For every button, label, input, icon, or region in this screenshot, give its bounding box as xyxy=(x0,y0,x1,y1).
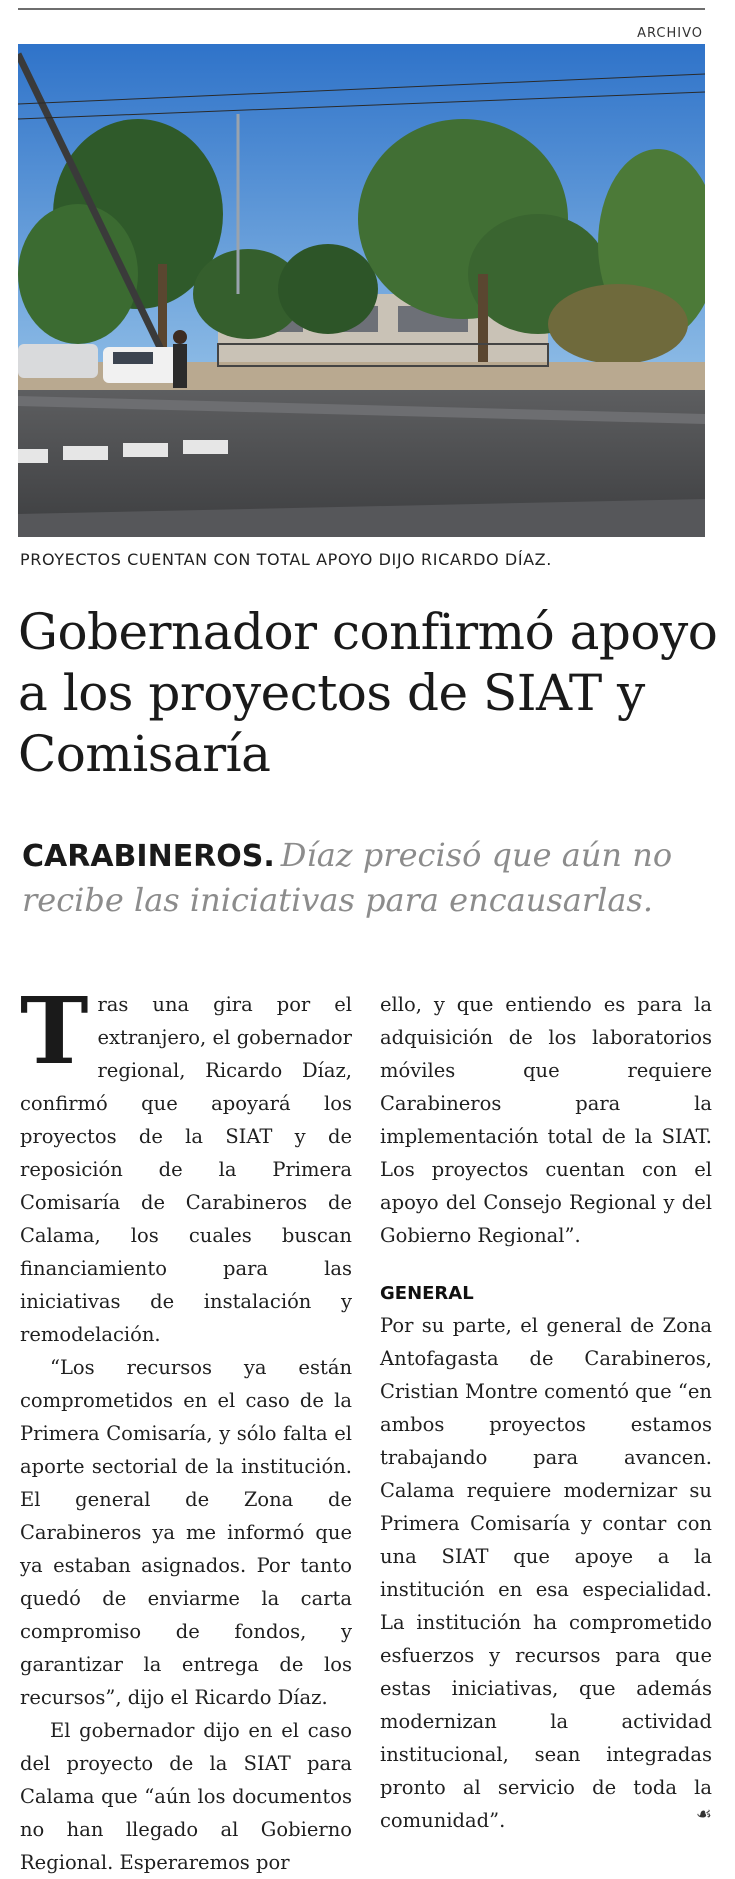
subhead: GENERAL xyxy=(380,1283,474,1304)
photo-credit: ARCHIVO xyxy=(637,26,703,41)
top-rule xyxy=(18,8,705,10)
body-paragraph xyxy=(20,977,352,1351)
photo-caption: PROYECTOS CUENTAN CON TOTAL APOYO DIJO RICARDO DÍAZ. xyxy=(20,550,552,569)
paragraph-5-text: Por su parte, el general de Zona Antofagasta de Carabineros, Cristian Montre comentó que “en ambos proyectos estamos trabajando para avancen. Calama requiere modernizar su Primera Comisaría y contar con una SIAT que apoye a la institución en esa especialidad. La institución ha comprometido esfuerzos y recursos para que estas iniciativas, que además modernizan la actividad institucional, sean integradas pronto al servicio de toda la comunidad”. xyxy=(380,1314,712,1832)
body-paragraph xyxy=(380,1309,712,1837)
deck xyxy=(22,833,722,923)
article-photo xyxy=(18,44,705,537)
deck-text: Díaz precisó que aún no recibe las iniciativas para encausarlas. xyxy=(22,836,673,919)
drop-cap: T xyxy=(20,977,89,1085)
body-paragraph: El gobernador dijo en el caso del proyecto de la SIAT para Calama que “aún los documentos no han llegado al Gobierno Regional. Esperaremos por xyxy=(20,1719,352,1874)
body-column-left xyxy=(20,977,352,1879)
body-paragraph: ello, y que entiendo es para la adquisición de los laboratorios móviles que requiere Carabineros para la implementación total de la SIAT. Los proyectos cuentan con el apoyo del Consejo Regional y del Gobierno Regional”. xyxy=(380,993,712,1247)
end-mark-icon: ☙ xyxy=(695,1804,712,1825)
kicker: CARABINEROS. xyxy=(22,839,275,874)
body-paragraph: “Los recursos ya están comprometidos en el caso de la Primera Comisaría, y sólo falta el aporte sectorial de la institución. El general de Zona de Carabineros ya me informó que ya estaban asignados. Por tanto quedó de enviarme la carta compromiso de fondos, y garantizar la entrega de los recursos”, dijo el Ricardo Díaz. xyxy=(20,1356,352,1709)
headline: Gobernador confirmó apoyo a los proyectos de SIAT y Comisaría xyxy=(18,603,718,783)
body-column-right xyxy=(380,988,712,1837)
paragraph-1-text: ras una gira por el extranjero, el gobernador regional, Ricardo Díaz, confirmó que apoyará los proyectos de la SIAT y de reposición de la Primera Comisaría de Carabineros de Calama, los cuales buscan financiamiento para las iniciativas de instalación y remodelación. xyxy=(20,993,352,1346)
